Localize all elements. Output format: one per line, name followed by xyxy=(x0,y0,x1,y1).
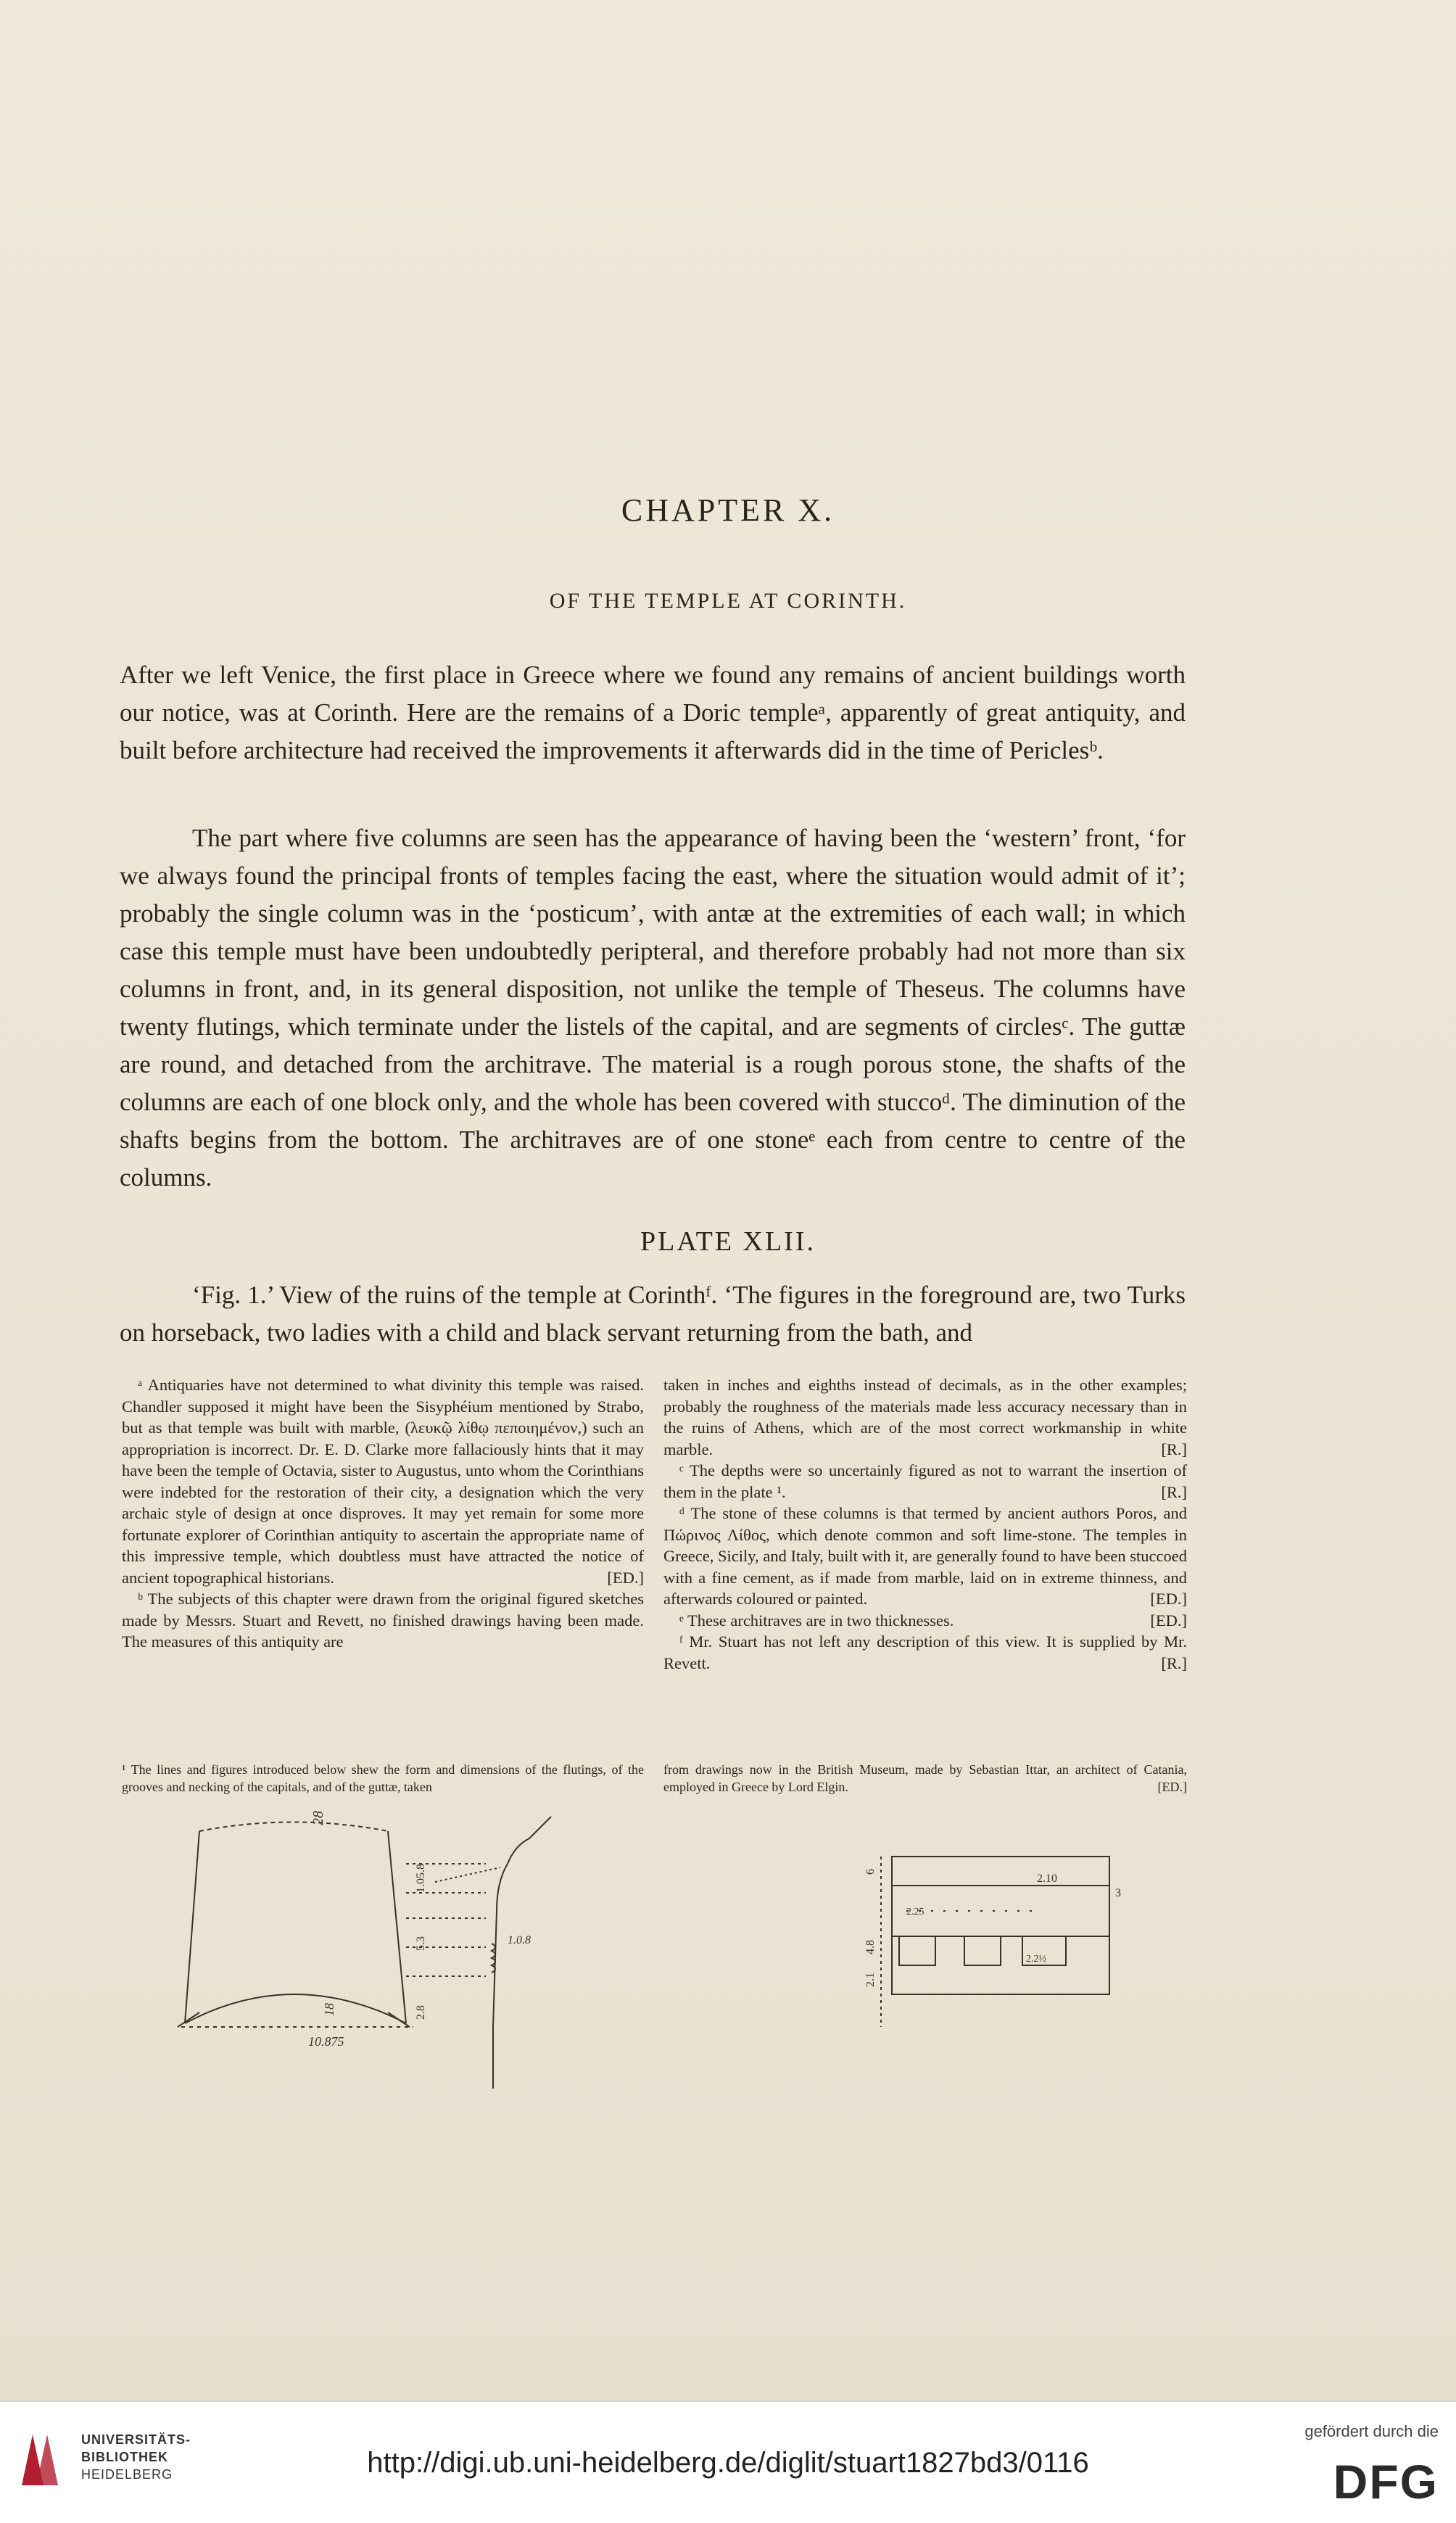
figure-note-tag: [ED.] xyxy=(1157,1780,1187,1794)
chapter-heading: CHAPTER X. xyxy=(621,492,835,528)
fluting-diagram xyxy=(178,1811,413,2049)
chapter-subtitle: OF THE TEMPLE AT CORINTH. xyxy=(549,589,907,613)
footnote-f-text: ᶠ Mr. Stuart has not left any description of this view. It is supplied by Mr. Revett. xyxy=(663,1632,1187,1672)
footnote-b-cont xyxy=(663,1374,1187,1460)
footnote-b-cont-tag: [R.] xyxy=(1161,1440,1187,1458)
footnote-f xyxy=(663,1631,1187,1674)
bleed-through-text xyxy=(87,218,1175,276)
guttae-diagram xyxy=(864,1857,1121,2027)
footnote-c-text: ᶜ The depths were so uncertainly figured as not to warrant the insertion of them in the plate ¹. xyxy=(663,1461,1187,1501)
fig3-label-a: 6 xyxy=(864,1869,877,1875)
footnote-f-tag: [R.] xyxy=(1161,1653,1187,1672)
footnote-c-tag: [R.] xyxy=(1161,1482,1187,1501)
fig3-label-f: 4.8 xyxy=(864,1940,877,1954)
viewer-footer xyxy=(0,2400,1456,2523)
fig2-label-a: 1.05.8 xyxy=(415,1864,427,1893)
dfg-logo: DFG xyxy=(1333,2455,1439,2508)
capital-necking-diagram xyxy=(406,1817,551,2089)
fig2-label-b: 5.3 xyxy=(415,1936,427,1951)
footnote-d-text: ᵈ The stone of these columns is that termed by ancient authors Poros, and Πώρινος Λίθος, which denote common and soft lime-stone. The temples in Greece, Sicily, and Italy, built with it, are generally found to have been stuccoed with a fine cement, as if made from marble, laid on in extreme thinness, and afterwards coloured or painted. xyxy=(663,1504,1187,1608)
fig3-label-e: 2.1 xyxy=(864,1973,877,1987)
footnote-a-text: ᵃ Antiquaries have not determined to what divinity this temple was raised. Chandler supposed it might have been the Sisyphéium mentioned by Strabo, but as that temple was built with marble, (λευκῷ λίθῳ πεποιημένον,) such an appropriation is incorrect. Dr. E. D. Clarke more fallaciously hints that it may have been the temple of Octavia, sister to Augustus, unto whom the Corinthians were indebted for the restoration of their city, a designation which the very archaic style of design at once disproves. It may yet remain for some more fortunate explorer of Corinthian antiquity to ascertain the appropriate name of this impressive temple, which doubtless must have attracted the notice of ancient topographical historians. xyxy=(122,1376,644,1587)
footnote-e xyxy=(663,1610,1187,1632)
body-paragraph-2: The part where five columns are seen has the appearance of having been the ‘western’ front, ‘for we always found the principal fronts of temples facing the east, where the situation would admit of it’; probably the single column was in the ‘posticum’, with antæ at the extremities of each wall; in which case this temple must have been undoubtedly peripteral, and therefore probably had not more than six columns in front, and, in its general disposition, not unlike the temple of Theseus. The columns have twenty flutings, which terminate under the listels of the capital, and are segments of circlesᶜ. The guttæ are round, and detached from the architrave. The material is a rough porous stone, the shafts of the columns are each of one block only, and the whole has been covered with stuccoᵈ. The diminution of the shafts begins from the bottom. The architraves are of one stoneᵉ each from centre to centre of the columns. xyxy=(120,824,1186,1192)
plate-paragraph: ‘Fig. 1.’ View of the ruins of the temple at Corinthᶠ. ‘The figures in the foreground are, two Turks on horseback, two ladies with a child and black servant returning from the bath, and xyxy=(120,1281,1186,1347)
library-name-line-1: UNIVERSITÄTS- xyxy=(81,2432,191,2447)
footnote-b-text: ᵇ The subjects of this chapter were drawn from the original figured sketches made by Messrs. Stuart and Revett, no finished drawings having been made. The measures of this antiquity are xyxy=(122,1590,644,1651)
footnote-e-text: ᵉ These architraves are in two thicknesses. xyxy=(679,1611,954,1630)
permalink-url[interactable]: http://digi.ub.uni-heidelberg.de/diglit/stuart1827bd3/0116 xyxy=(367,2447,1089,2479)
body-paragraph-1: After we left Venice, the first place in Greece where we found any remains of ancient buildings worth our notice, was at Corinth. Here are the remains of a Doric templeᵃ, apparently of great antiquity, and built before architecture had received the improvements it afterwards did in the time of Periclesᵇ. xyxy=(120,661,1186,764)
fig3-label-b: 2.10 xyxy=(1037,1872,1057,1885)
funded-by-label: gefördert durch die xyxy=(1304,2422,1439,2440)
fig1-label-top: 28 xyxy=(310,1811,326,1825)
footnote-b xyxy=(122,1588,644,1653)
fig3-label-c: 3 xyxy=(1115,1887,1121,1899)
library-name-line-2: BIBLIOTHEK xyxy=(81,2450,168,2464)
footnote-a-tag: [ED.] xyxy=(607,1568,644,1587)
fig1-label-mid: 18 xyxy=(322,2003,336,2016)
figure-note-left: ¹ The lines and figures introduced below shew the form and dimensions of the flutings, of the grooves and necking of the capitals, and of the guttæ, taken xyxy=(122,1762,644,1794)
figure-note-right xyxy=(663,1761,1187,1796)
footnote-d xyxy=(663,1503,1187,1610)
footnote-a xyxy=(122,1374,644,1588)
footnote-c xyxy=(663,1460,1187,1503)
footnote-e-tag: [ED.] xyxy=(1150,1611,1187,1630)
footnotes-left-column xyxy=(122,1374,644,1653)
fig3-label-d: 2.25 xyxy=(906,1907,925,1917)
fig1-label-bottom: 10.875 xyxy=(308,2034,344,2049)
plate-heading: PLATE XLII. xyxy=(640,1226,816,1257)
library-name-line-3: HEIDELBERG xyxy=(81,2467,173,2482)
footnote-b-cont-text: taken in inches and eighths instead of decimals, as in the other examples; probably the roughness of the materials made less accuracy necessary than in the ruins of Athens, which are of the most correct workmanship in white marble. xyxy=(663,1376,1187,1458)
footnotes-right-column xyxy=(663,1374,1187,1674)
figure-note-right-text: from drawings now in the British Museum, made by Sebastian Ittar, an architect of Catania, employed in Greece by Lord Elgin. xyxy=(663,1762,1187,1794)
fig3-label-g: 2.2½ xyxy=(1026,1954,1046,1965)
measured-drawings xyxy=(167,1809,1196,2099)
fig2-label-c: 2.8 xyxy=(415,2005,427,2020)
footnote-d-tag: [ED.] xyxy=(1150,1590,1187,1608)
fig2-label-d: 1.0.8 xyxy=(508,1934,531,1946)
